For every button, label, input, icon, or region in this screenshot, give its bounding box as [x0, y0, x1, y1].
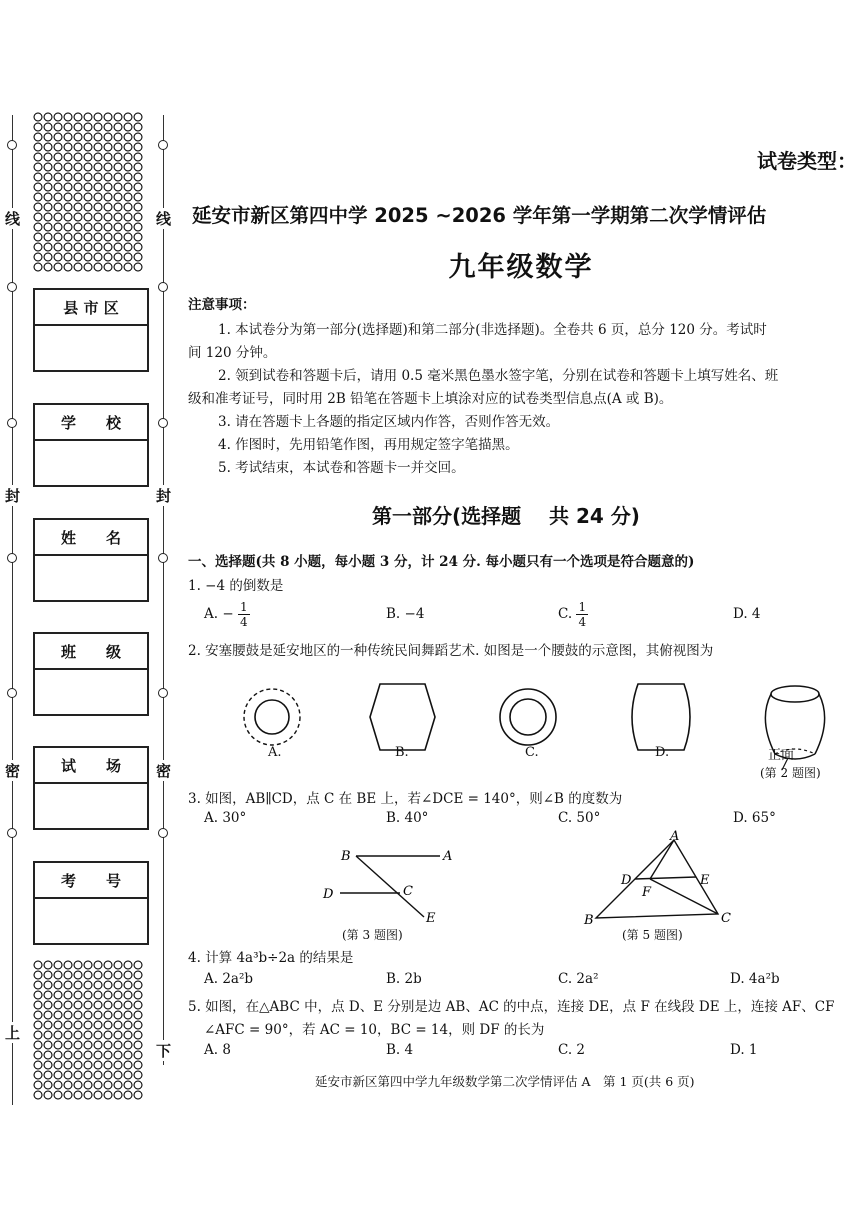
q5-option-b: B. 4	[386, 1042, 414, 1058]
field-number-label: 考 号	[35, 863, 147, 899]
point-d: D	[323, 887, 334, 902]
drum-view-d-barrel	[632, 684, 690, 750]
q3-figure	[318, 840, 468, 930]
school-title: 延安市新区第四中学 2025 ~2026 学年第一学期第二次学情评估	[192, 204, 767, 227]
point-c: C	[721, 911, 731, 926]
seal-hole	[7, 553, 17, 563]
point-a: A	[670, 830, 680, 844]
subject-title: 九年级数学	[448, 252, 594, 283]
seal-label-right-feng: 封	[156, 487, 172, 505]
q2-label-d: D.	[655, 745, 670, 760]
seal-label-right-xia: 下	[156, 1042, 172, 1060]
seal-hole	[7, 828, 17, 838]
q1-option-c-prefix: C.	[558, 606, 573, 622]
q3-option-d: D. 65°	[733, 810, 776, 826]
seal-hole	[7, 418, 17, 428]
notes-line: 2. 领到试卷和答题卡后，请用 0.5 毫米黑色墨水签字笔，分别在试卷和答题卡上填写姓名、班	[218, 368, 779, 384]
seal-hole	[158, 828, 168, 838]
field-county-box[interactable]	[33, 288, 149, 372]
section-header: 一、选择题(共 8 小题，每小题 3 分，计 24 分. 每小题只有一个选项是符合题意的)	[188, 554, 695, 570]
dot-pattern-bottom	[33, 960, 143, 1100]
seal-label-left-mi: 密	[5, 762, 21, 780]
point-d: D	[621, 873, 632, 888]
q1-option-a	[204, 600, 250, 629]
part1-title: 第一部分(选择题 共 24 分)	[372, 504, 640, 528]
q2-figure	[230, 672, 840, 784]
drum-view-c-outer	[500, 689, 556, 745]
q2-caption: (第 2 题图)	[760, 766, 821, 780]
drum-view-a-outer	[244, 689, 300, 745]
seal-label-left-xian: 线	[5, 210, 21, 228]
q2-front-label: 正面	[768, 748, 795, 763]
q2-label-b: B.	[395, 745, 409, 760]
point-b: B	[584, 913, 594, 928]
drum-view-b-hexagon	[370, 684, 435, 750]
seal-hole	[7, 688, 17, 698]
q4-option-a: A. 2a²b	[204, 971, 254, 987]
seal-label-right-xian: 线	[156, 210, 172, 228]
seal-hole	[158, 553, 168, 563]
seal-label-right-mi: 密	[156, 762, 172, 780]
field-county-label: 县 市 区	[35, 290, 147, 326]
point-c: C	[403, 884, 413, 899]
q5-figure	[578, 830, 738, 928]
q2-stem: 2. 安塞腰鼓是延安地区的一种传统民间舞蹈艺术. 如图是一个腰鼓的示意图，其俯视图为	[188, 643, 714, 659]
seal-label-left-feng: 封	[5, 487, 21, 505]
point-e: E	[426, 911, 436, 926]
point-e: E	[700, 873, 710, 888]
field-room-label: 试 场	[35, 748, 147, 784]
q1-c-numerator: 1	[578, 600, 587, 614]
notes-line: 间 120 分钟。	[188, 345, 277, 361]
q5-option-a: A. 8	[204, 1042, 231, 1058]
q3-option-b: B. 40°	[386, 810, 429, 826]
field-name-label: 姓 名	[35, 520, 147, 556]
q5-option-d: D. 1	[730, 1042, 758, 1058]
q1-option-c	[558, 600, 588, 629]
q5-option-c: C. 2	[558, 1042, 586, 1058]
q3-caption: (第 3 题图)	[342, 928, 403, 942]
notes-line: 3. 请在答题卡上各题的指定区域内作答，否则作答无效。	[218, 414, 560, 430]
q3-option-a: A. 30°	[204, 810, 247, 826]
q1-c-denominator: 4	[578, 615, 587, 629]
q1-stem: 1. −4 的倒数是	[188, 578, 284, 594]
q1-option-b: B. −4	[386, 606, 425, 622]
field-name-box[interactable]	[33, 518, 149, 602]
seal-label-left-shang: 上	[5, 1024, 21, 1042]
field-room-box[interactable]	[33, 746, 149, 830]
q4-option-d: D. 4a²b	[730, 971, 780, 987]
line-be	[356, 856, 424, 917]
segment-de	[635, 877, 696, 879]
q3-option-c: C. 50°	[558, 810, 601, 826]
q1-option-a-prefix: A. −	[204, 606, 234, 622]
field-number-box[interactable]	[33, 861, 149, 945]
drum-view-c-inner	[510, 699, 546, 735]
notes-line: 4. 作图时，先用铅笔作图，再用规定签字笔描黑。	[218, 437, 519, 453]
drum-3d-top	[771, 686, 819, 702]
notes-heading: 注意事项：	[188, 297, 256, 313]
field-school-label: 学 校	[35, 405, 147, 441]
notes-line: 级和准考证号，同时用 2B 铅笔在答题卡上填涂对应的试卷类型信息点(A 或 B)。	[188, 391, 673, 407]
binding-sidebar	[0, 0, 190, 1226]
q2-label-c: C.	[525, 745, 539, 760]
q1-a-numerator: 1	[239, 600, 248, 614]
seal-hole	[158, 418, 168, 428]
q5-caption: (第 5 题图)	[622, 928, 683, 942]
field-class-box[interactable]	[33, 632, 149, 716]
notes-line: 1. 本试卷分为第一部分(选择题)和第二部分(非选择题)。全卷共 6 页，总分 120 分。考试时	[218, 322, 767, 338]
q4-stem: 4. 计算 4a³b÷2a 的结果是	[188, 950, 354, 966]
q2-label-a: A.	[268, 745, 282, 760]
q3-stem: 3. 如图，AB∥CD，点 C 在 BE 上，若∠DCE = 140°，则∠B 的度数为	[188, 791, 623, 807]
drum-view-a-inner	[255, 700, 289, 734]
seal-hole	[158, 688, 168, 698]
notes-line: 5. 考试结束，本试卷和答题卡一并交回。	[218, 460, 465, 476]
page-footer: 延安市新区第四中学九年级数学第二次学情评估 A 第 1 页(共 6 页)	[315, 1074, 695, 1089]
seal-hole	[7, 140, 17, 150]
q5-stem-line1: 5. 如图，在△ABC 中，点 D、E 分别是边 AB、AC 的中点，连接 DE，点 F 在线段 DE 上，连接 AF、CF	[188, 999, 835, 1015]
q1-option-d: D. 4	[733, 606, 761, 622]
field-school-box[interactable]	[33, 403, 149, 487]
paper-type-label: 试卷类型：	[757, 149, 857, 173]
q1-a-denominator: 4	[239, 615, 248, 629]
q5-stem-line2: ∠AFC = 90°，若 AC = 10，BC = 14，则 DF 的长为	[204, 1022, 545, 1038]
point-a: A	[443, 849, 453, 864]
point-b: B	[341, 849, 351, 864]
q4-option-c: C. 2a²	[558, 971, 599, 987]
seal-hole	[158, 140, 168, 150]
q4-option-b: B. 2b	[386, 971, 422, 987]
point-f: F	[642, 885, 652, 900]
field-class-label: 班 级	[35, 634, 147, 670]
